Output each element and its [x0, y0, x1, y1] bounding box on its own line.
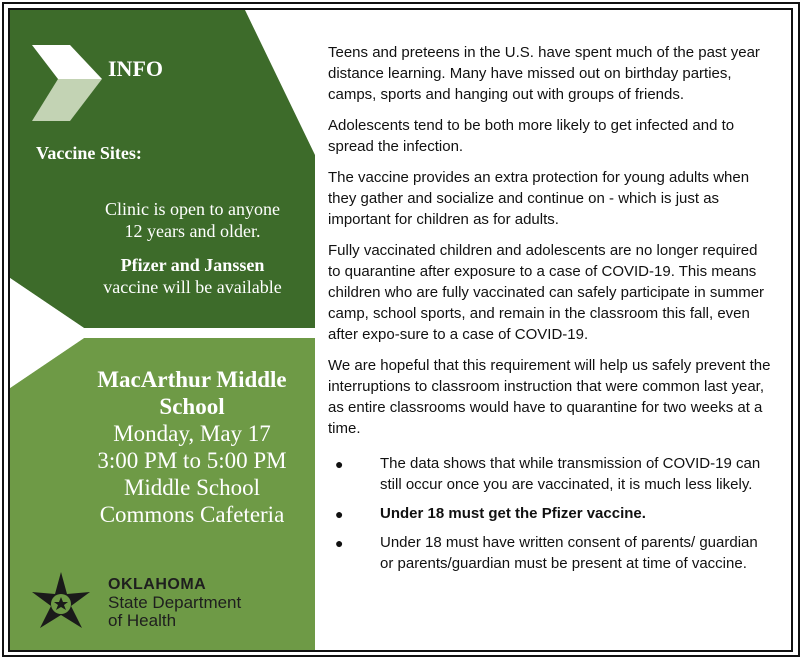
bullet-text: Under 18 must get the Pfizer vaccine. — [380, 505, 646, 522]
event-school-name-2: School — [159, 394, 225, 419]
bullet-icon: ● — [335, 456, 344, 472]
paragraph: Adolescents tend to be both more likely to get infected and to spread the infection. — [328, 117, 735, 155]
osdh-logo — [26, 570, 271, 640]
event-location-2: Commons Cafeteria — [99, 502, 285, 527]
osdh-line-1: OKLAHOMA — [108, 576, 207, 593]
list-item — [328, 532, 773, 574]
clinic-info — [80, 198, 305, 298]
bullet-text: The data shows that while transmission of COVID-19 can still occur once you are vaccinated, it is much less likely. — [380, 455, 761, 493]
bullet-icon: ● — [335, 506, 344, 522]
event-date: Monday, May 17 — [113, 421, 271, 446]
paragraph: The vaccine provides an extra protection for young adults when they gather and socialize and continue on - which is just as important for children as for adults. — [328, 169, 750, 228]
list-item — [328, 503, 773, 524]
osdh-line-3: of Health — [108, 611, 177, 630]
paragraph: Fully vaccinated children and adolescents are no longer required to quarantine after exposure to a case of COVID-19. This means children who are fully vaccinated can safely participate in summer camp, school sports, and remain in the classroom this fall, even after expo-sure to a case of COVID-19. — [328, 242, 765, 343]
page-title: INFO — [108, 56, 163, 81]
event-location-1: Middle School — [123, 475, 261, 500]
event-time: 3:00 PM to 5:00 PM — [97, 448, 287, 473]
osdh-line-2: State Department — [108, 593, 242, 612]
bullet-list — [328, 453, 773, 574]
left-panel — [10, 10, 315, 650]
clinic-line-2: 12 years and older. — [124, 221, 261, 241]
paragraph: Teens and preteens in the U.S. have spent much of the past year distance learning. Many have missed out on birthday parties, camps, sports and hanging out with groups of friends. — [328, 44, 760, 103]
bullet-text: Under 18 must have written consent of parents/ guardian or parents/guardian must be present at time of vaccine. — [380, 534, 758, 572]
osdh-wordmark — [108, 576, 241, 630]
list-item — [328, 453, 773, 495]
vaccine-sites-label: Vaccine Sites: — [36, 143, 142, 163]
flyer-frame — [8, 8, 793, 652]
vaccine-availability: vaccine will be available — [103, 277, 282, 297]
clinic-line-1: Clinic is open to anyone — [105, 199, 280, 219]
paragraph: We are hopeful that this requirement will help us safely prevent the interruptions to classroom instruction that were common last year, as entire classrooms would have to quarantine for two weeks at a time. — [328, 357, 771, 437]
event-school-name-1: MacArthur Middle — [97, 367, 287, 392]
chevron-arrow-icon — [32, 45, 102, 123]
bullet-icon: ● — [335, 535, 344, 551]
osdh-star-icon — [26, 570, 96, 640]
vaccine-brands: Pfizer and Janssen — [120, 255, 265, 275]
event-details — [72, 366, 312, 528]
body-text — [328, 42, 773, 582]
